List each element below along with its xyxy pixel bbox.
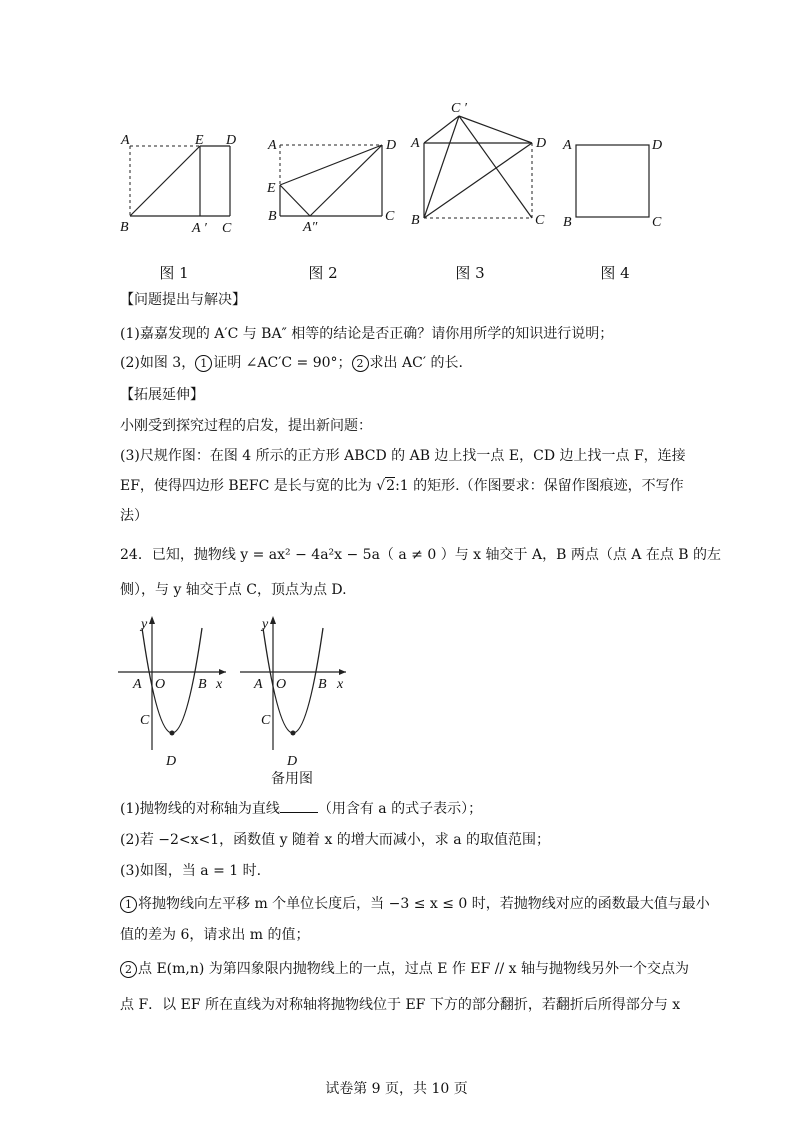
graph2-x-label: x (337, 677, 344, 692)
fig1-label-A: A (121, 133, 130, 148)
q2-post: 求出 AC′ 的长. (369, 355, 463, 371)
p24-q1-pre: (1)抛物线的对称轴为直线 (120, 801, 280, 817)
graph1-C-label: C (140, 713, 150, 728)
graph1-O-label: O (155, 677, 166, 692)
p24-q1-post: （用含有 a 的式子表示）； (317, 801, 483, 817)
graph1-B-label: B (198, 677, 207, 692)
circled-number-1: 1 (120, 896, 137, 913)
caption-figure-1: 图 1 (159, 264, 189, 282)
graph2-C-label: C (261, 713, 271, 728)
fig1-label-C: C (222, 221, 232, 236)
fig2-label-E: E (267, 181, 276, 196)
fig2-label-D: D (386, 138, 397, 153)
fig2-label-A: A (268, 138, 277, 153)
caption-figure-2: 图 2 (308, 264, 338, 282)
question-2 (120, 354, 680, 372)
fig1-label-B: B (120, 220, 129, 235)
circled-number-2: 2 (120, 961, 137, 978)
p24-sub-1-line-1 (120, 895, 710, 913)
p24-sub-2-line-1 (120, 960, 689, 978)
sqrt-radicand: 2 (386, 478, 396, 494)
fig2-label-C: C (385, 209, 395, 224)
answer-blank[interactable] (280, 800, 318, 813)
graph2-D-label: D (287, 754, 298, 769)
graph2-A-label: A (254, 677, 263, 692)
p24-question-2: (2)若 −2<x<1，函数值 y 随着 x 的增大而减小，求 a 的取值范围； (120, 832, 551, 848)
fig3-label-Cprime: C ′ (451, 101, 467, 116)
sub2-line1-text: 点 E(m,n) 为第四象限内抛物线上的一点，过点 E 作 EF // x 轴与抛物线另外一个交点为 (138, 961, 689, 977)
top-figures (0, 0, 793, 300)
fig3-label-C: C (535, 213, 545, 228)
problem-24-line-2: 侧），与 y 轴交于点 C，顶点为点 D. (120, 582, 347, 598)
graph1-x-label: x (216, 677, 223, 692)
figure-4 (562, 138, 662, 230)
fig4-label-D: D (652, 138, 663, 153)
page-footer: 试卷第 9 页，共 10 页 (325, 1081, 468, 1097)
fig4-label-C: C (652, 215, 662, 230)
fig1-label-E: E (195, 133, 204, 148)
fig4-label-A: A (563, 138, 572, 153)
circled-number-2: 2 (352, 355, 369, 372)
figure-3 (410, 101, 546, 228)
graph2-B-label: B (318, 677, 327, 692)
parabola-graph-spare (240, 616, 346, 769)
section-heading-problem: 【问题提出与解决】 (120, 292, 246, 308)
graph1-D-label: D (166, 754, 177, 769)
fig3-label-D: D (536, 136, 547, 151)
graph2-O-label: O (276, 677, 287, 692)
circled-number-1: 1 (195, 355, 212, 372)
q2-mid: 证明 ∠AC′C = 90°； (213, 355, 352, 371)
figure-2 (266, 138, 396, 235)
parabola-graph-main (118, 616, 226, 769)
q3-line2-pre: EF，使得四边形 BEFC 是长与宽的比为 (120, 478, 377, 494)
graph1-A-label: A (133, 677, 142, 692)
question-1: (1)嘉嘉发现的 A′C 与 BA″ 相等的结论是否正确？请你用所学的知识进行说明； (120, 326, 614, 342)
caption-figure-3: 图 3 (455, 264, 485, 282)
fig3-label-B: B (411, 213, 420, 228)
q2-pre: (2)如图 3， (120, 355, 196, 371)
q3-line2-post: :1 的矩形.（作图要求：保留作图痕迹，不写作 (395, 478, 684, 494)
problem-24-line-1: 24．已知，抛物线 y = ax² − 4a²x − 5a（ a ≠ 0 ）与 x 轴交于 A，B 两点（点 A 在点 B 的左 (120, 547, 722, 563)
section-heading-extension: 【拓展延伸】 (120, 387, 204, 403)
fig2-label-B: B (268, 209, 277, 224)
p24-sub-1-line-2: 值的差为 6，请求出 m 的值； (120, 927, 310, 943)
parabola-graphs (0, 600, 793, 790)
question-3-line-1: (3)尺规作图：在图 4 所示的正方形 ABCD 的 AB 边上找一点 E，CD 边上找一点 F，连接 (120, 448, 686, 464)
extension-intro: 小刚受到探究过程的启发，提出新问题： (120, 418, 372, 434)
sqrt-sign: √ (376, 478, 386, 494)
fig1-label-Aprime: A ′ (192, 221, 207, 236)
p24-sub-2-line-2: 点 F．以 EF 所在直线为对称轴将抛物线位于 EF 下方的部分翻折，若翻折后所得部分与 x (120, 997, 681, 1013)
fig4-label-B: B (563, 215, 572, 230)
p24-question-3: (3)如图，当 a = 1 时. (120, 863, 262, 879)
question-3-line-3: 法） (120, 508, 148, 524)
figure-1 (120, 133, 236, 236)
p24-question-1 (120, 800, 680, 818)
caption-figure-4: 图 4 (600, 264, 630, 282)
graph1-y-label: y (141, 617, 148, 632)
spare-graph-caption: 备用图 (271, 771, 313, 787)
question-3-line-2 (120, 477, 684, 495)
graph2-y-label: y (262, 617, 269, 632)
fig1-label-D: D (226, 133, 237, 148)
fig2-label-A2: A″ (303, 220, 318, 235)
fig3-label-A: A (411, 136, 420, 151)
sub1-line1-text: 将抛物线向左平移 m 个单位长度后，当 −3 ≤ x ≤ 0 时，若抛物线对应的函数最大值与最小 (138, 896, 710, 912)
